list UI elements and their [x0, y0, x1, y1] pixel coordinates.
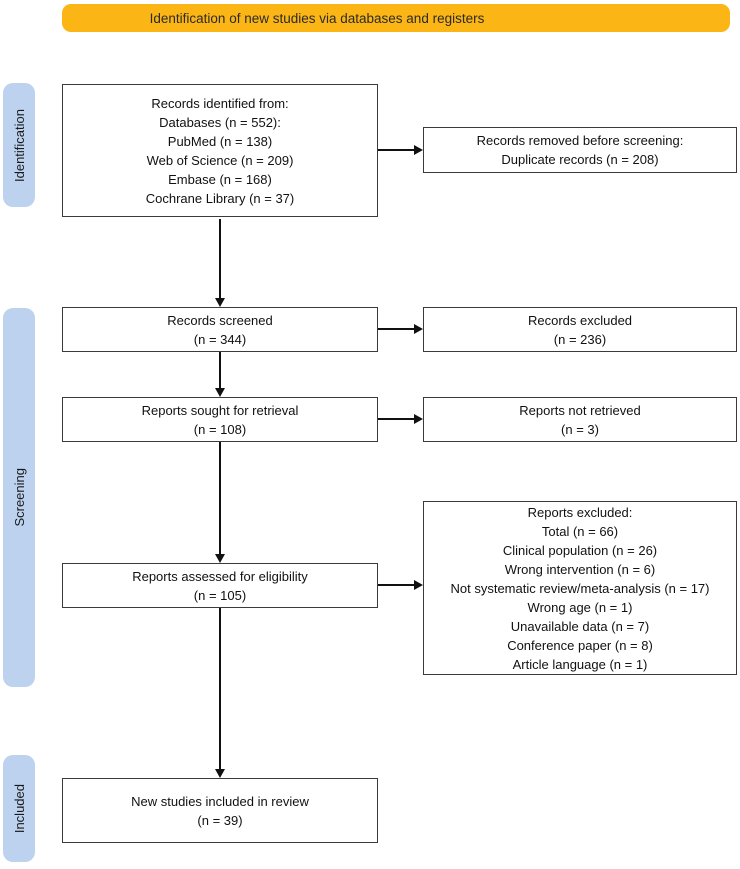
- arrow-sought-to-not-retrieved: [378, 413, 423, 425]
- banner: [62, 4, 730, 32]
- arrow-shaft: [219, 219, 221, 299]
- box-line: (n = 236): [553, 331, 607, 347]
- box-line: Records removed before screening:: [476, 133, 684, 148]
- arrow-shaft: [219, 352, 221, 389]
- arrow-sought-to-assessed: [214, 442, 226, 563]
- box-line: Records screened: [167, 312, 273, 328]
- stage-label-included: Included: [11, 783, 27, 834]
- box-new-studies-included: [62, 778, 378, 843]
- arrow-identified-to-screened: [214, 219, 226, 307]
- arrow-head-icon: [215, 554, 225, 563]
- arrow-screened-to-sought: [214, 352, 226, 397]
- arrow-shaft: [378, 584, 415, 586]
- arrow-shaft: [378, 328, 415, 330]
- box-reports-excluded: [423, 501, 737, 675]
- arrow-head-icon: [414, 145, 423, 155]
- box-line: Clinical population (n = 26): [502, 542, 658, 558]
- box-line: (n = 3): [561, 421, 599, 437]
- arrow-assessed-to-reports-excluded: [378, 579, 423, 591]
- box-line: (n = 105): [193, 587, 247, 603]
- box-line: PubMed (n = 138): [167, 133, 273, 149]
- banner-title: Identification of new studies via databases and registers: [149, 10, 485, 26]
- box-line: Reports assessed for eligibility: [132, 568, 308, 584]
- arrow-head-icon: [215, 298, 225, 307]
- box-reports-assessed: [62, 563, 378, 608]
- box-line: Embase (n = 168): [168, 171, 272, 187]
- box-line: Web of Science (n = 209): [146, 152, 294, 168]
- box-line: Reports sought for retrieval: [141, 402, 299, 418]
- arrow-head-icon: [215, 388, 225, 397]
- box-reports-sought: [62, 397, 378, 442]
- box-records-excluded: [423, 307, 737, 352]
- arrow-shaft: [378, 149, 415, 151]
- box-line: Records excluded: [527, 312, 633, 328]
- box-line: Not systematic review/meta-analysis (n = 17): [450, 580, 710, 596]
- box-line: Cochrane Library (n = 37): [145, 190, 295, 206]
- arrow-head-icon: [414, 414, 423, 424]
- arrow-shaft: [378, 418, 415, 420]
- box-line: Wrong intervention (n = 6): [504, 561, 656, 577]
- box-line: Article language (n = 1): [512, 656, 648, 672]
- box-line: New studies included in review: [131, 793, 309, 809]
- box-records-removed: [423, 127, 737, 173]
- arrow-head-icon: [414, 324, 423, 334]
- box-line: Records identified from:: [151, 95, 289, 111]
- box-line: Reports excluded:: [527, 504, 633, 520]
- box-line: Wrong age (n = 1): [527, 599, 633, 615]
- arrow-shaft: [219, 608, 221, 770]
- arrow-screened-to-excluded: [378, 323, 423, 335]
- box-reports-not-retrieved: [423, 397, 737, 442]
- stage-tab-screening: [3, 308, 35, 687]
- box-line: Total (n = 66): [541, 523, 619, 539]
- arrow-head-icon: [215, 769, 225, 778]
- box-line: Duplicate records (n = 208): [501, 152, 659, 167]
- box-line: (n = 344): [193, 331, 247, 347]
- box-line: (n = 39): [197, 812, 243, 828]
- box-line: Conference paper (n = 8): [507, 637, 653, 653]
- arrow-identified-to-removed: [378, 144, 423, 156]
- arrow-head-icon: [414, 580, 423, 590]
- stage-label-identification: Identification: [11, 108, 27, 182]
- box-line: Databases (n = 552):: [159, 114, 281, 130]
- box-records-screened: [62, 307, 378, 352]
- box-line: Reports not retrieved: [519, 402, 641, 418]
- stage-label-screening: Screening: [11, 468, 27, 527]
- stage-tab-included: [3, 755, 35, 862]
- stage-tab-identification: [3, 83, 35, 207]
- box-line: (n = 108): [193, 421, 247, 437]
- arrow-assessed-to-included: [214, 608, 226, 778]
- box-records-identified: [62, 84, 378, 217]
- arrow-shaft: [219, 442, 221, 555]
- box-line: Unavailable data (n = 7): [510, 618, 650, 634]
